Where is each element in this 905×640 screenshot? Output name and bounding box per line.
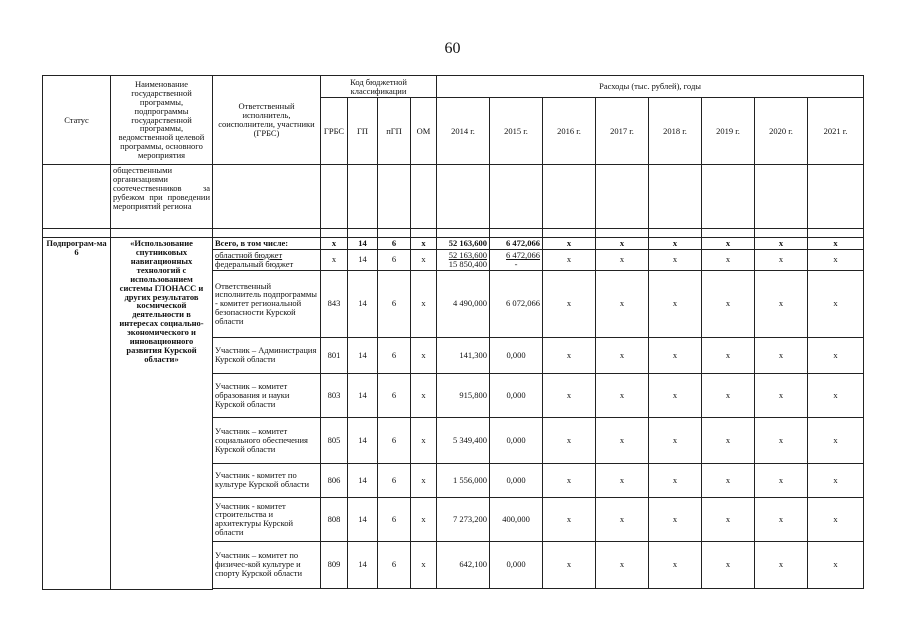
value-cell: x — [755, 337, 808, 373]
grbs-cell: x — [321, 238, 348, 250]
header-year: 2014 г. — [437, 98, 490, 165]
gp-cell: 14 — [348, 463, 378, 497]
gp-cell: 14 — [348, 373, 378, 417]
value-2014: 141,300 — [437, 337, 490, 373]
pgp-cell: 6 — [378, 238, 411, 250]
value-cell: x — [702, 497, 755, 541]
value-cell: x — [808, 337, 864, 373]
value-cell: x — [543, 417, 596, 463]
header-pgp: пГП — [378, 98, 411, 165]
value-2015: 400,000 — [490, 497, 543, 541]
value-cell: x — [596, 373, 649, 417]
value-cell: x — [543, 270, 596, 337]
responsible-cell: Всего, в том числе: — [213, 238, 321, 250]
value-cell: x — [808, 463, 864, 497]
header-year: 2018 г. — [649, 98, 702, 165]
value-cell: x — [543, 541, 596, 588]
value-cell: x — [702, 250, 755, 271]
header-year: 2017 г. — [596, 98, 649, 165]
value-cell: x — [755, 238, 808, 250]
budget-table — [42, 75, 864, 590]
value-2014: 915,800 — [437, 373, 490, 417]
value-cell: x — [596, 270, 649, 337]
responsible-cell: Участник – комитет социального обеспечения Курской области — [213, 417, 321, 463]
gp-cell: 14 — [348, 497, 378, 541]
header-expenses: Расходы (тыс. рублей), годы — [437, 76, 864, 98]
om-cell: x — [411, 270, 437, 337]
federal-2014: 15 850,400 — [448, 258, 488, 269]
grbs-cell: 806 — [321, 463, 348, 497]
value-cell: x — [702, 417, 755, 463]
federal-2015: - — [514, 258, 518, 269]
header-year: 2020 г. — [755, 98, 808, 165]
value-cell: x — [596, 463, 649, 497]
value-cell: x — [543, 238, 596, 250]
value-2014: 642,100 — [437, 541, 490, 588]
value-cell: x — [596, 238, 649, 250]
value-cell: x — [808, 417, 864, 463]
value-cell: x — [755, 541, 808, 588]
value-cell: x — [808, 541, 864, 588]
value-cell: x — [649, 497, 702, 541]
value-cell: x — [702, 337, 755, 373]
value-cell: x — [649, 373, 702, 417]
value-cell: x — [543, 337, 596, 373]
grbs-cell: x — [321, 250, 348, 271]
gp-cell: 14 — [348, 238, 378, 250]
value-cell: x — [649, 270, 702, 337]
gp-cell: 14 — [348, 270, 378, 337]
value-cell: x — [596, 417, 649, 463]
value-cell: x — [543, 250, 596, 271]
gp-cell: 14 — [348, 417, 378, 463]
om-cell: x — [411, 373, 437, 417]
value-2014: 1 556,000 — [437, 463, 490, 497]
value-cell: x — [808, 270, 864, 337]
grbs-cell: 809 — [321, 541, 348, 588]
responsible-cell: Участник – комитет по физичес-кой культуре и спорту Курской области — [213, 541, 321, 588]
value-cell: x — [649, 541, 702, 588]
responsible-cell: Участник - комитет строительства и архитектуры Курской области — [213, 497, 321, 541]
gp-cell: 14 — [348, 337, 378, 373]
continuation-row — [43, 165, 864, 229]
responsible-cell: Участник – комитет образования и науки Курской области — [213, 373, 321, 417]
responsible-cell: Участник - комитет по культуре Курской области — [213, 463, 321, 497]
value-2015: 0,000 — [490, 373, 543, 417]
value-cell: x — [543, 463, 596, 497]
value-cell: x — [755, 417, 808, 463]
federal-budget-label: федеральный бюджет — [215, 258, 294, 269]
gp-cell: 14 — [348, 250, 378, 271]
value-2014 — [437, 250, 490, 271]
om-cell: x — [411, 417, 437, 463]
spacer-row — [43, 229, 864, 238]
regional-2015: 6 472,066 — [506, 250, 541, 260]
value-2014: 7 273,200 — [437, 497, 490, 541]
gp-cell: 14 — [348, 541, 378, 588]
value-cell: x — [702, 541, 755, 588]
value-cell: x — [596, 541, 649, 588]
grbs-cell: 801 — [321, 337, 348, 373]
header-year: 2021 г. — [808, 98, 864, 165]
page-number: 60 — [444, 40, 461, 57]
pgp-cell: 6 — [378, 373, 411, 417]
value-cell: x — [649, 250, 702, 271]
value-2015: 6 472,066 — [490, 238, 543, 250]
pgp-cell: 6 — [378, 270, 411, 337]
value-cell: x — [702, 270, 755, 337]
value-2015: 0,000 — [490, 463, 543, 497]
pgp-cell: 6 — [378, 463, 411, 497]
subprogram-name: «Использование спутниковых навигационных технологий с использованием системы ГЛОНАСС и других результатов космической деятельности в интересах социально-экономического и инновационного развития Курской области» — [111, 238, 213, 590]
grbs-cell: 808 — [321, 497, 348, 541]
om-cell: x — [411, 463, 437, 497]
pgp-cell: 6 — [378, 250, 411, 271]
regional-budget-label: областной бюджет — [215, 250, 283, 260]
value-cell: x — [808, 238, 864, 250]
continuation-text: общественными организациями соотечественников за рубежом при проведении мероприятий региона — [111, 165, 213, 229]
om-cell: x — [411, 250, 437, 271]
value-cell: x — [596, 250, 649, 271]
pgp-cell: 6 — [378, 497, 411, 541]
value-2015: 0,000 — [490, 337, 543, 373]
value-cell: x — [755, 270, 808, 337]
value-cell: x — [702, 463, 755, 497]
header-year: 2016 г. — [543, 98, 596, 165]
value-cell: x — [596, 497, 649, 541]
om-cell: x — [411, 497, 437, 541]
responsible-cell: Участник – Администрация Курской области — [213, 337, 321, 373]
value-2015: 0,000 — [490, 417, 543, 463]
value-cell: x — [755, 497, 808, 541]
value-cell: x — [702, 238, 755, 250]
value-cell: x — [649, 238, 702, 250]
header-year: 2019 г. — [702, 98, 755, 165]
om-cell: x — [411, 541, 437, 588]
header-status: Статус — [43, 76, 111, 165]
grbs-cell: 843 — [321, 270, 348, 337]
header-name: Наименование государственной программы, подпрограммы государственной программы, ведомственной целевой программы, основного мероприятия — [111, 76, 213, 165]
value-cell: x — [543, 497, 596, 541]
value-cell: x — [702, 373, 755, 417]
value-cell: x — [808, 250, 864, 271]
subprogram-status: Подпрограм-ма 6 — [43, 238, 111, 590]
grbs-cell: 803 — [321, 373, 348, 417]
value-cell: x — [649, 463, 702, 497]
value-cell: x — [543, 373, 596, 417]
value-cell: x — [755, 373, 808, 417]
value-2014: 4 490,000 — [437, 270, 490, 337]
header-grbs: ГРБС — [321, 98, 348, 165]
value-cell: x — [596, 337, 649, 373]
value-2015: 6 072,066 — [490, 270, 543, 337]
value-2015: 0,000 — [490, 541, 543, 588]
value-cell: x — [755, 463, 808, 497]
header-responsible: Ответственный исполнитель, соисполнители, участники (ГРБС) — [213, 76, 321, 165]
header-om: ОМ — [411, 98, 437, 165]
grbs-cell: 805 — [321, 417, 348, 463]
value-cell: x — [649, 337, 702, 373]
responsible-cell: Ответственный исполнитель подпрограммы - комитет региональной безопасности Курской области — [213, 270, 321, 337]
om-cell: x — [411, 337, 437, 373]
pgp-cell: 6 — [378, 541, 411, 588]
value-2014: 5 349,400 — [437, 417, 490, 463]
header-gp: ГП — [348, 98, 378, 165]
value-cell: x — [755, 250, 808, 271]
regional-2014: 52 163,600 — [448, 250, 488, 260]
responsible-cell — [213, 250, 321, 271]
pgp-cell: 6 — [378, 417, 411, 463]
header-year: 2015 г. — [490, 98, 543, 165]
value-2015 — [490, 250, 543, 271]
value-2014: 52 163,600 — [437, 238, 490, 250]
value-cell: x — [808, 497, 864, 541]
header-budget-code: Код бюджетной классификации — [321, 76, 437, 98]
header-row-1 — [43, 76, 864, 98]
value-cell: x — [649, 417, 702, 463]
table-row — [43, 238, 864, 250]
om-cell: x — [411, 238, 437, 250]
value-cell: x — [808, 373, 864, 417]
pgp-cell: 6 — [378, 337, 411, 373]
